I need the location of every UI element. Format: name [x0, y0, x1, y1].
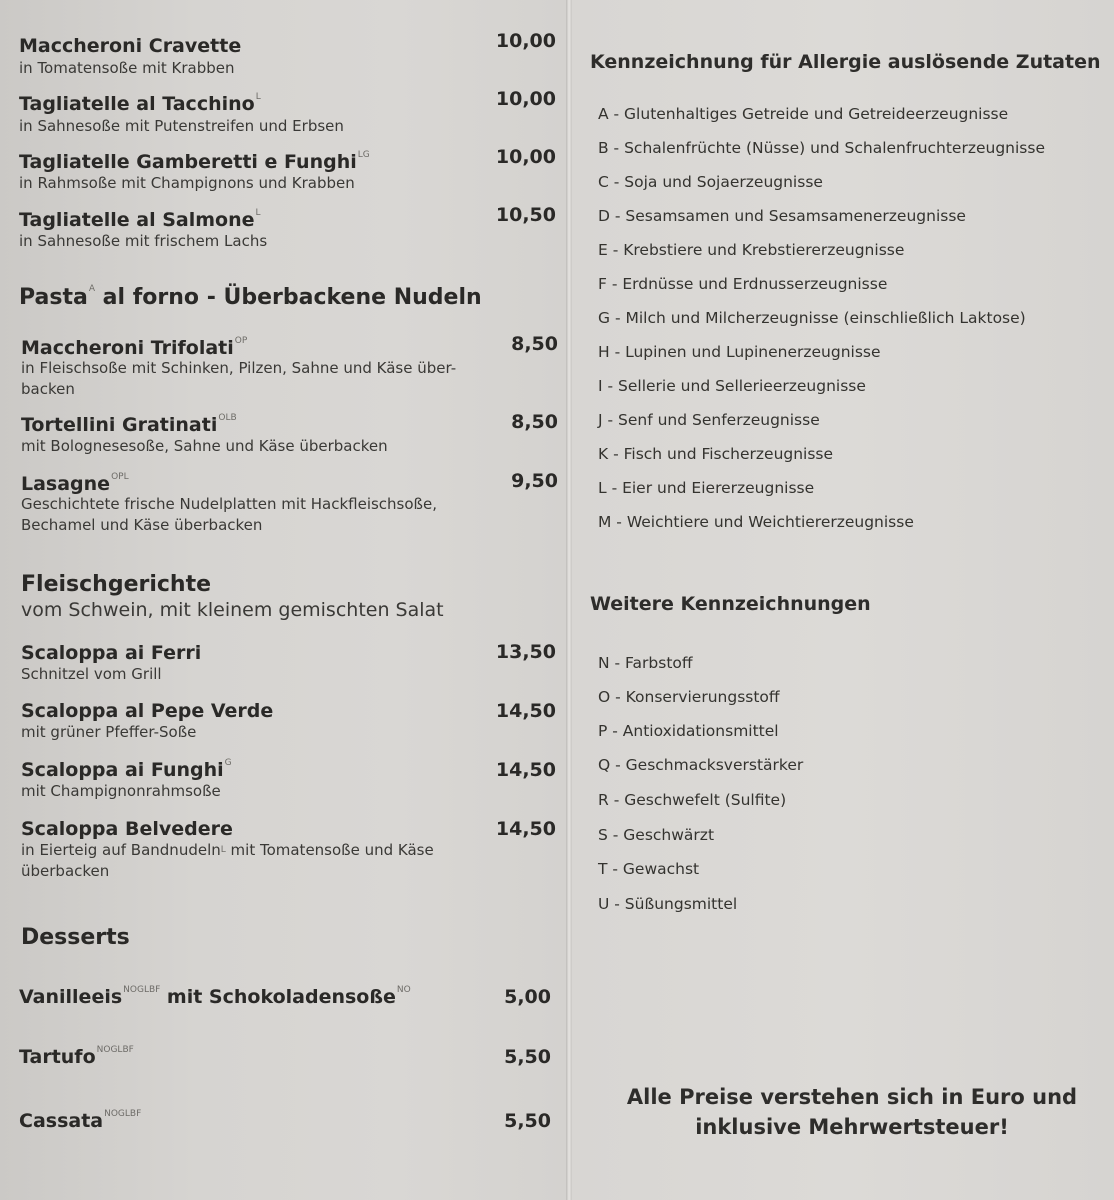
dish-name: Tagliatelle al Tacchino$^L$	[19, 92, 261, 115]
dish-name: Cassata$^{NOGLBF}$	[19, 1109, 142, 1132]
dish-description: mit Champignonrahmsoße	[21, 782, 221, 800]
dish-description: mit grüner Pfeffer-Soße	[21, 723, 197, 741]
dish-name: Scaloppa ai Ferri	[21, 642, 202, 664]
additives-legend-title: Weitere Kennzeichnungen	[590, 593, 871, 615]
additive-legend-item: S - Geschwärzt	[598, 826, 715, 844]
dish-price: 10,00	[495, 88, 556, 110]
dish-description: mit Bolognesesoße, Sahne und Käse überbacken	[21, 437, 388, 455]
allergen-legend-item: L - Eier und Eiererzeugnisse	[598, 479, 815, 497]
section-subtitle-fleisch: vom Schwein, mit kleinem gemischten Salat	[21, 599, 444, 621]
dish-price: 10,00	[495, 30, 556, 52]
allergen-legend-item: H - Lupinen und Lupinenerzeugnisse	[598, 343, 881, 361]
dish-description: in Eierteig auf Bandnudeln$^L$ mit Tomatensoße und Käse	[21, 841, 434, 859]
allergen-codes: L	[220, 845, 226, 855]
allergen-legend-item: F - Erdnüsse und Erdnusserzeugnisse	[598, 275, 888, 293]
allergen-codes: A	[88, 284, 96, 294]
additive-legend-item: U - Süßungsmittel	[598, 895, 738, 913]
dish-description: in Sahnesoße mit frischem Lachs	[19, 232, 268, 250]
allergen-legend-item: A - Glutenhaltiges Getreide und Getreideerzeugnisse	[598, 105, 1009, 123]
additive-legend-item: T - Gewachst	[598, 860, 700, 878]
allergen-codes: LG	[357, 150, 370, 160]
dish-description: Bechamel und Käse überbacken	[21, 516, 263, 534]
dish-description: in Fleischsoße mit Schinken, Pilzen, Sahne und Käse über-	[21, 359, 457, 377]
dish-name: Maccheroni Trifolati$^{OP}$	[21, 336, 248, 359]
dish-price: 10,00	[495, 146, 556, 168]
dish-price: 5,50	[504, 1046, 551, 1068]
allergen-codes: L	[255, 208, 261, 218]
dish-name: Maccheroni Cravette	[19, 35, 242, 57]
allergen-legend-item: E - Krebstiere und Krebstiererzeugnisse	[598, 241, 905, 259]
dish-price: 5,00	[504, 986, 551, 1008]
allergen-legend-item: J - Senf und Senferzeugnisse	[598, 411, 820, 429]
dish-price: 9,50	[511, 470, 558, 492]
dish-price: 10,50	[495, 204, 556, 226]
additive-legend-item: O - Konservierungsstoff	[598, 688, 780, 706]
dish-description: Schnitzel vom Grill	[21, 665, 162, 683]
section-title-fleisch: Fleischgerichte	[21, 572, 212, 597]
allergen-legend-item: M - Weichtiere und Weichtiererzeugnisse	[598, 513, 914, 531]
dish-price: 13,50	[495, 641, 556, 663]
allergen-codes: NOGLBF	[96, 1045, 134, 1055]
allergen-codes: NO	[396, 985, 411, 995]
allergen-codes: NOGLBF	[123, 985, 161, 995]
allergen-codes: OP	[234, 336, 248, 346]
allergen-codes: NOGLBF	[104, 1109, 142, 1119]
allergen-legend-item: D - Sesamsamen und Sesamsamenerzeugnisse	[598, 207, 966, 225]
dish-price: 5,50	[504, 1110, 551, 1132]
additive-legend-item: Q - Geschmacksverstärker	[598, 756, 804, 774]
dish-price: 8,50	[511, 333, 558, 355]
allergen-legend-item: B - Schalenfrüchte (Nüsse) und Schalenfruchterzeugnisse	[598, 139, 1045, 157]
price-note: Alle Preise verstehen sich in Euro und inklusive Mehrwertsteuer!	[626, 1085, 1078, 1139]
allergen-codes: G	[224, 758, 232, 768]
section-title-al-forno: Pasta$^A$ al forno - Überbackene Nudeln	[19, 284, 482, 310]
dish-description: in Rahmsoße mit Champignons und Krabben	[19, 174, 355, 192]
dish-name: Tagliatelle al Salmone$^L$	[19, 208, 261, 231]
allergen-codes: OLB	[218, 413, 237, 423]
dish-price: 14,50	[495, 700, 556, 722]
dish-name: Scaloppa al Pepe Verde	[21, 700, 274, 722]
dish-description: in Sahnesoße mit Putenstreifen und Erbsen	[19, 117, 344, 135]
dish-name: Scaloppa ai Funghi$^G$	[21, 758, 232, 781]
additive-legend-item: P - Antioxidationsmittel	[598, 722, 779, 740]
dish-description: Geschichtete frische Nudelplatten mit Hackfleischsoße,	[21, 495, 437, 513]
dish-name: Tortellini Gratinati$^{OLB}$	[21, 413, 237, 436]
dish-name: Tagliatelle Gamberetti e Funghi$^{LG}$	[19, 150, 370, 173]
dish-name: Tartufo$^{NOGLBF}$	[19, 1045, 134, 1068]
dish-name: Lasagne$^{OPL}$	[21, 472, 129, 495]
additive-legend-item: N - Farbstoff	[598, 654, 693, 672]
allergen-legend-item: C - Soja und Sojaerzeugnisse	[598, 173, 823, 191]
additive-legend-item: R - Geschwefelt (Sulfite)	[598, 791, 787, 809]
allergen-legend-item: K - Fisch und Fischerzeugnisse	[598, 445, 834, 463]
dish-price: 8,50	[511, 411, 558, 433]
dish-name: Scaloppa Belvedere	[21, 818, 233, 840]
allergen-codes: OPL	[111, 472, 129, 482]
allergen-legend-item: I - Sellerie und Sellerieerzeugnisse	[598, 377, 866, 395]
dish-price: 14,50	[495, 759, 556, 781]
allergen-legend-item: G - Milch und Milcherzeugnisse (einschließlich Laktose)	[598, 309, 1026, 327]
section-title-desserts: Desserts	[21, 925, 130, 950]
dish-description: überbacken	[21, 862, 110, 880]
dish-description: backen	[21, 380, 75, 398]
dish-description: in Tomatensoße mit Krabben	[19, 59, 235, 77]
dish-name: Vanilleeis$^{NOGLBF}$ mit Schokoladensoße$^{NO}$	[19, 985, 411, 1008]
allergen-legend-title: Kennzeichnung für Allergie auslösende Zutaten	[590, 51, 1101, 73]
allergen-codes: L	[255, 92, 261, 102]
dish-price: 14,50	[495, 818, 556, 840]
